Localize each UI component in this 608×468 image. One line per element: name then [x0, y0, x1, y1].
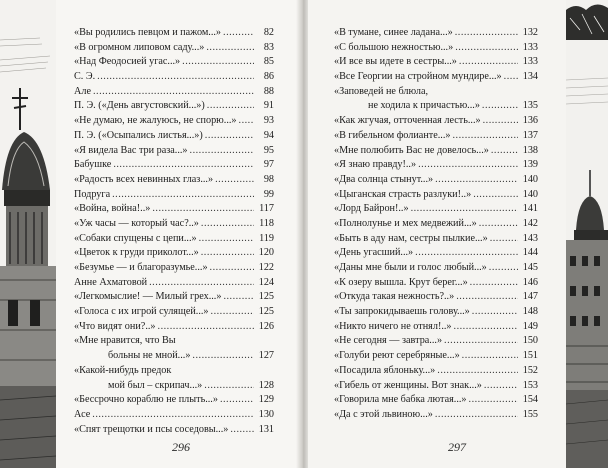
dot-leader	[97, 70, 254, 85]
toc-entry	[74, 290, 274, 305]
toc-entry-title: больны не мной...»	[108, 350, 191, 362]
toc-entry	[74, 232, 274, 247]
page-number-left: 296	[172, 440, 190, 454]
toc-entry-page: 143	[522, 232, 538, 244]
dot-leader	[201, 246, 254, 261]
toc-entry-page: 125	[258, 306, 274, 318]
toc-entry-continuation	[74, 379, 274, 394]
toc-entry-title: «Полнолунье и мех медвежий...»	[334, 217, 477, 229]
toc-entry-title: «Собаки спущены с цепи...»	[74, 232, 197, 244]
toc-entry-title: «Никто ничего не отнял!..»	[334, 320, 452, 332]
toc-entry-title: «Все Георгии на стройном мундире...»	[334, 71, 502, 83]
toc-entry-page: 118	[259, 217, 274, 229]
toc-entry-page: 149	[522, 320, 538, 332]
toc-entry-page: 117	[259, 203, 274, 215]
dot-leader	[470, 276, 518, 291]
table-of-contents-left	[74, 26, 274, 437]
toc-entry-title: «Гибель от женщины. Вот знак...»	[334, 379, 482, 391]
dot-leader	[230, 423, 254, 438]
toc-entry	[74, 246, 274, 261]
toc-entry-page: 132	[522, 27, 538, 38]
dot-leader	[192, 349, 254, 364]
toc-entry-title: «В огромном липовом саду...»	[74, 41, 205, 53]
toc-entry	[334, 320, 538, 335]
toc-entry-title: «Цветок к груди приколот...»	[74, 247, 199, 259]
toc-entry-title: «Два солнца стынут...»	[334, 173, 434, 185]
toc-entry-page: 83	[263, 41, 274, 53]
toc-entry-page: 144	[522, 247, 538, 259]
toc-entry-page: 141	[522, 203, 538, 215]
dot-leader	[182, 55, 254, 70]
toc-entry	[74, 334, 274, 349]
dot-leader	[149, 276, 254, 291]
dot-leader	[215, 173, 254, 188]
right-page	[308, 0, 608, 468]
dot-leader	[472, 305, 518, 320]
toc-entry-page: 88	[263, 85, 274, 97]
toc-entry	[74, 85, 274, 100]
toc-entry-title: «Мне полюбить Вас не довелось...»	[334, 144, 489, 156]
toc-entry-title: «К озеру вышла. Крут берег...»	[334, 276, 468, 288]
toc-entry	[74, 55, 274, 70]
toc-entry-title: «Что видят они?..»	[74, 320, 156, 332]
toc-entry	[74, 261, 274, 276]
toc-entry-page: 85	[263, 56, 274, 68]
toc-entry-page: 82	[263, 27, 274, 38]
toc-entry-title: «Говорила мне бабка лютая...»	[334, 394, 467, 406]
dot-leader	[444, 334, 518, 349]
dot-leader	[484, 379, 518, 394]
dot-leader	[112, 188, 254, 203]
toc-entry-title: «Не сегодня — завтра...»	[334, 335, 443, 347]
toc-entry-page: 148	[522, 306, 538, 318]
toc-entry	[334, 261, 538, 276]
toc-entry-page: 142	[522, 217, 538, 229]
toc-entry	[74, 114, 274, 129]
toc-entry-title: «Ты запрокидываешь голову...»	[334, 306, 470, 318]
dot-leader	[435, 173, 518, 188]
dot-leader	[489, 261, 518, 276]
toc-entry	[334, 55, 538, 70]
toc-entry-title: Бабушке	[74, 159, 112, 171]
toc-entry-title: «Война, война!..»	[74, 203, 151, 215]
dot-leader	[462, 349, 518, 364]
toc-entry	[74, 158, 274, 173]
toc-entry-page: 155	[522, 408, 538, 420]
toc-entry-page: 128	[258, 379, 274, 391]
toc-entry-page: 99	[263, 188, 274, 200]
toc-entry	[334, 188, 538, 203]
toc-entry	[334, 158, 538, 173]
toc-entry	[334, 41, 538, 56]
toc-entry-title: «Над Феодосией угас...»	[74, 56, 181, 68]
toc-entry	[334, 70, 538, 85]
toc-entry	[334, 364, 538, 379]
toc-entry-title: Анне Ахматовой	[74, 276, 148, 288]
toc-entry-page: 124	[258, 276, 274, 288]
dot-leader	[158, 320, 254, 335]
table-of-contents-right	[334, 26, 538, 423]
toc-entry	[74, 408, 274, 423]
toc-entry-page: 152	[522, 364, 538, 376]
toc-entry-page: 140	[522, 173, 538, 185]
dot-leader	[473, 188, 518, 203]
toc-entry	[334, 26, 538, 41]
toc-entry	[334, 305, 538, 320]
dot-leader	[211, 305, 254, 320]
toc-entry-page: 134	[522, 71, 538, 83]
toc-entry	[334, 246, 538, 261]
toc-entry	[74, 423, 274, 438]
toc-entry-title: «Мне нравится, что Вы	[74, 335, 176, 347]
toc-entry-page: 147	[522, 291, 538, 303]
toc-entry-title: «Заповедей не блюла,	[334, 85, 429, 97]
toc-entry-title: «Не думаю, не жалуюсь, не спорю...»	[74, 115, 237, 127]
toc-entry-page: 135	[522, 100, 538, 112]
toc-entry-title: «Да с этой львиною...»	[334, 408, 433, 420]
toc-entry-title: «Уж часы — который час?..»	[74, 217, 199, 229]
dot-leader	[93, 85, 254, 100]
toc-entry-title: «Быть в аду нам, сестры пылкие...»	[334, 232, 488, 244]
toc-entry-page: 133	[522, 56, 538, 68]
toc-entry-page: 137	[522, 129, 538, 141]
toc-entry	[334, 85, 538, 100]
toc-entry-title: «Какой-нибудь предок	[74, 364, 172, 376]
toc-entry-page: 150	[522, 335, 538, 347]
toc-entry-title: «Даны мне были и голос любый...»	[334, 262, 487, 273]
toc-entry	[74, 276, 274, 291]
toc-entry	[334, 144, 538, 159]
dot-leader	[205, 129, 254, 144]
dot-leader	[220, 393, 254, 408]
toc-entry	[334, 408, 538, 423]
toc-entry-title: Але	[74, 85, 91, 97]
toc-entry-title: «И все вы идете в сестры...»	[334, 56, 457, 68]
toc-entry-page: 146	[522, 276, 538, 288]
toc-entry-page: 93	[263, 115, 274, 127]
toc-entry-continuation	[334, 99, 538, 114]
page-number-right: 297	[448, 440, 466, 454]
dot-leader	[223, 26, 254, 41]
toc-entry-page: 153	[522, 379, 538, 391]
dot-leader	[482, 99, 518, 114]
toc-entry-title: «Радость всех невинных глаз...»	[74, 173, 214, 185]
dot-leader	[190, 144, 254, 159]
toc-entry	[74, 26, 274, 41]
toc-entry	[334, 393, 538, 408]
toc-entry-title: «В тумане, синее ладана...»	[334, 27, 453, 38]
toc-entry-title: «Как жгучая, отточенная лесть...»	[334, 115, 481, 127]
toc-entry	[74, 129, 274, 144]
toc-entry-title: «Я видела Вас три раза...»	[74, 144, 188, 156]
toc-entry	[334, 334, 538, 349]
toc-entry-page: 151	[522, 350, 538, 362]
dot-leader	[415, 246, 518, 261]
toc-entry-page: 130	[258, 408, 274, 420]
dot-leader	[207, 99, 254, 114]
toc-entry-title: «Вы родились певцом и пажом...»	[74, 27, 222, 38]
toc-entry-page: 125	[258, 291, 274, 303]
dot-leader	[152, 202, 254, 217]
toc-entry-page: 136	[522, 115, 538, 127]
toc-entry	[74, 70, 274, 85]
toc-entry-title: «Голуби реют серебряные...»	[334, 350, 460, 362]
toc-entry-page: 154	[522, 394, 538, 406]
toc-entry-title: не ходила к причастью...»	[368, 100, 480, 112]
city-engraving-icon	[566, 0, 608, 468]
dot-leader	[459, 55, 518, 70]
toc-entry-title: «Бессрочно кораблю не плыть...»	[74, 394, 218, 406]
toc-entry	[334, 349, 538, 364]
toc-entry-page: 129	[258, 394, 274, 406]
toc-entry	[74, 99, 274, 114]
toc-entry	[74, 217, 274, 232]
toc-entry-title: «Безумье — и благоразумье...»	[74, 262, 208, 273]
toc-entry-page: 131	[258, 423, 274, 435]
toc-entry-title: «Спят трещотки и псы соседовы...»	[74, 423, 229, 435]
dot-leader	[204, 379, 254, 394]
toc-entry-page: 94	[263, 129, 274, 141]
toc-entry-title: «Лорд Байрон!..»	[334, 203, 409, 215]
toc-entry-page: 122	[258, 262, 274, 273]
toc-entry	[74, 188, 274, 203]
toc-entry-title: «Я знаю правду!..»	[334, 159, 417, 171]
toc-entry	[334, 202, 538, 217]
dot-leader	[490, 232, 518, 247]
toc-entry-page: 91	[263, 100, 274, 112]
dot-leader	[491, 144, 518, 159]
toc-entry-title: «В гибельном фолианте...»	[334, 129, 451, 141]
dot-leader	[239, 114, 254, 129]
toc-entry-continuation	[74, 349, 274, 364]
dot-leader	[479, 217, 518, 232]
dot-leader	[210, 261, 254, 276]
dot-leader	[92, 408, 254, 423]
dot-leader	[206, 41, 254, 56]
toc-entry-title: «Посадила яблоньку...»	[334, 364, 436, 376]
dot-leader	[504, 70, 518, 85]
toc-entry	[74, 305, 274, 320]
toc-entry-title: Подруга	[74, 188, 111, 200]
toc-entry-title: П. Э. («День августовский...»)	[74, 100, 205, 112]
toc-entry-page: 138	[522, 144, 538, 156]
toc-entry	[334, 290, 538, 305]
dot-leader	[201, 217, 254, 232]
dot-leader	[454, 320, 518, 335]
toc-entry-page: 120	[258, 247, 274, 259]
toc-entry	[334, 379, 538, 394]
toc-entry	[74, 202, 274, 217]
toc-entry-page: 98	[263, 173, 274, 185]
left-page	[0, 0, 300, 468]
dot-leader	[469, 393, 518, 408]
dot-leader	[223, 290, 254, 305]
toc-entry-page: 139	[522, 159, 538, 171]
dot-leader	[453, 129, 519, 144]
dot-leader	[435, 408, 518, 423]
toc-entry	[334, 114, 538, 129]
toc-entry	[334, 173, 538, 188]
dot-leader	[483, 114, 518, 129]
toc-entry-page: 133	[522, 41, 538, 53]
toc-entry	[74, 41, 274, 56]
toc-entry-page: 97	[263, 159, 274, 171]
dot-leader	[437, 364, 518, 379]
toc-entry-title: «Голоса с их игрой сулящей...»	[74, 306, 209, 318]
toc-entry	[74, 320, 274, 335]
dot-leader	[456, 290, 518, 305]
toc-entry	[74, 364, 274, 379]
toc-entry-page: 119	[259, 232, 274, 244]
dot-leader	[113, 158, 254, 173]
toc-entry-page: 145	[522, 262, 538, 273]
toc-entry-title: «Откуда такая нежность?..»	[334, 291, 455, 303]
toc-entry-title: П. Э. («Осыпались листья...»)	[74, 129, 203, 141]
toc-entry-title: С. Э.	[74, 71, 96, 83]
toc-entry-page: 126	[258, 320, 274, 332]
toc-entry	[74, 393, 274, 408]
toc-entry-page: 86	[263, 71, 274, 83]
toc-entry-title: мой был – скрипач...»	[108, 379, 203, 391]
toc-entry-page: 140	[522, 188, 538, 200]
toc-entry-title: «День угасший...»	[334, 247, 414, 259]
toc-entry	[334, 276, 538, 291]
dot-leader	[418, 158, 518, 173]
toc-entry-title: «Цыганская страсть разлуки!..»	[334, 188, 472, 200]
dot-leader	[455, 26, 518, 41]
church-engraving-icon	[0, 0, 56, 468]
dot-leader	[411, 202, 518, 217]
toc-entry-page: 95	[263, 144, 274, 156]
toc-entry	[334, 232, 538, 247]
toc-entry-title: «Легкомыслие! — Милый грех...»	[74, 291, 222, 303]
toc-entry-title: «С большою нежностью...»	[334, 41, 454, 53]
toc-entry	[74, 144, 274, 159]
toc-entry-title: Асе	[74, 408, 91, 420]
toc-entry-page: 127	[258, 350, 274, 362]
toc-entry	[74, 173, 274, 188]
toc-entry	[334, 217, 538, 232]
dot-leader	[199, 232, 254, 247]
dot-leader	[455, 41, 518, 56]
toc-entry	[334, 129, 538, 144]
